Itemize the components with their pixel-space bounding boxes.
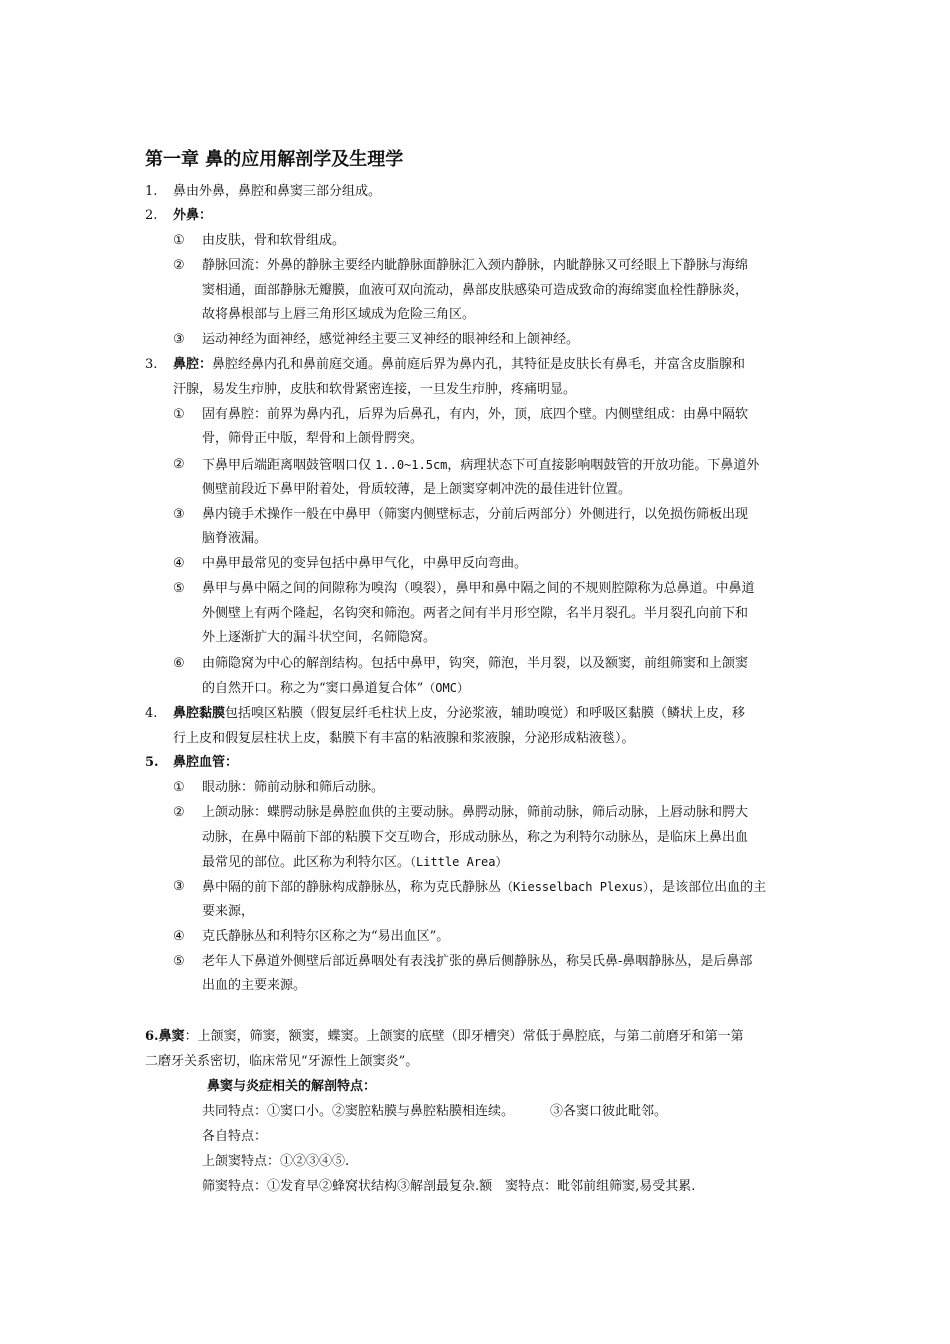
item-text: 运动神经为面神经，感觉神经主要三叉神经的眼神经和上颌神经。 xyxy=(202,332,580,347)
item-text: 故将鼻根部与上唇三角形区域成为危险三角区。 xyxy=(202,307,476,322)
item-text: 静脉回流：外鼻的静脉主要经内眦静脉面静脉汇入颈内静脉，内眦静脉又可经眼上下静脉与海绵 xyxy=(202,258,749,273)
measurement: 1..0~1.5cm xyxy=(375,458,448,472)
item-text: 下鼻甲后端距离咽鼓管咽口仅 1..0~1.5cm，病理状态下可直接影响咽鼓管的开放功能。下鼻道外 xyxy=(202,458,760,473)
item-text: 由皮肤，骨和软骨组成。 xyxy=(202,233,346,248)
item-marker: ① xyxy=(173,780,185,795)
section-number: 5. xyxy=(145,755,159,770)
item-text: 鼻甲与鼻中隔之间的间隙称为嗅沟（嗅裂），鼻甲和鼻中隔之间的不规则腔隙称为总鼻道。中鼻道 xyxy=(202,581,755,596)
item-marker: ② xyxy=(173,457,185,472)
chapter-title: 第一章 鼻的应用解剖学及生理学 xyxy=(145,149,404,170)
item-text: 出血的主要来源。 xyxy=(202,978,307,993)
latin-term: （Kiesselbach Plexus） xyxy=(501,880,650,894)
section-number: 2. xyxy=(145,208,158,223)
feature-line: 各自特点： xyxy=(202,1129,268,1144)
item-text: 鼻内镜手术操作一般在中鼻甲（筛窦内侧壁标志，分前后两部分）外侧进行，以免损伤筛板出现 xyxy=(202,507,749,522)
item-marker: ② xyxy=(173,805,185,820)
item-text: 骨，筛骨正中版，犁骨和上颌骨腭突。 xyxy=(202,431,424,446)
section-heading: 鼻腔血管： xyxy=(173,755,239,770)
section-text: 鼻腔：鼻腔经鼻内孔和鼻前庭交通。鼻前庭后界为鼻内孔，其特征是皮肤长有鼻毛，并富含皮脂腺和 xyxy=(173,357,746,372)
section-number: 4. xyxy=(145,706,158,721)
item-marker: ⑤ xyxy=(173,954,185,969)
item-text: 由筛隐窝为中心的解剖结构。包括中鼻甲，钩突，筛泡，半月裂，以及额窦，前组筛窦和上颌窦 xyxy=(202,656,749,671)
latin-term: （Little Area） xyxy=(410,855,508,869)
item-marker: ① xyxy=(173,407,185,422)
feature-line: 共同特点：①窦口小。②窦腔粘膜与鼻腔粘膜相连续。 ③各窦口彼此毗邻。 xyxy=(202,1104,668,1119)
feature-line: 上颌窦特点：①②③④⑤. xyxy=(202,1154,350,1169)
item-marker: ③ xyxy=(173,879,185,894)
item-text: 老年人下鼻道外侧壁后部近鼻咽处有表浅扩张的鼻后侧静脉丛，称吴氏鼻-鼻咽静脉丛，是后鼻部 xyxy=(202,954,753,969)
section-text: 行上皮和假复层柱状上皮，黏膜下有丰富的粘液腺和浆液腺，分泌形成粘液毯）。 xyxy=(173,731,635,746)
item-text: 克氏静脉丛和利特尔区称之为“易出血区”。 xyxy=(202,929,450,944)
item-text: 中鼻甲最常见的变异包括中鼻甲气化，中鼻甲反向弯曲。 xyxy=(202,556,528,571)
section-text: 6.鼻窦：上颌窦，筛窦，额窦，蝶窦。上颌窦的底壁（即牙槽突）常低于鼻腔底，与第二前磨牙和第一第 xyxy=(145,1029,744,1044)
item-marker: ③ xyxy=(173,332,185,347)
item-text: 窦相通，面部静脉无瓣膜，血液可双向流动，鼻部皮肤感染可造成致命的海绵窦血栓性静脉炎， xyxy=(202,283,749,298)
item-marker: ④ xyxy=(173,556,185,571)
section-number: 1. xyxy=(145,184,158,199)
abbreviation: （OMC） xyxy=(423,681,469,695)
item-text: 要来源， xyxy=(202,904,255,919)
section-heading: 外鼻： xyxy=(173,208,213,223)
section-number: 3. xyxy=(145,357,158,372)
section-text: 二磨牙关系密切，临床常见“牙源性上颌窦炎”。 xyxy=(145,1054,419,1069)
item-text: 最常见的部位。此区称为利特尔区。（Little Area） xyxy=(202,855,508,870)
item-text: 外上逐渐扩大的漏斗状空间，名筛隐窝。 xyxy=(202,630,437,645)
item-marker: ② xyxy=(173,258,185,273)
item-text: 鼻中隔的前下部的静脉构成静脉丛，称为克氏静脉丛（Kiesselbach Plexus），是该部位出血的主 xyxy=(202,880,767,895)
item-text: 眼动脉：筛前动脉和筛后动脉。 xyxy=(202,780,385,795)
sub-heading: 鼻窦与炎症相关的解剖特点： xyxy=(207,1079,377,1094)
item-marker: ⑥ xyxy=(173,656,185,671)
item-marker: ① xyxy=(173,233,185,248)
section-text: 鼻由外鼻，鼻腔和鼻窦三部分组成。 xyxy=(173,184,382,199)
section-heading: 鼻腔： xyxy=(173,357,213,372)
item-text: 上颌动脉：蝶腭动脉是鼻腔血供的主要动脉。鼻腭动脉，筛前动脉，筛后动脉，上唇动脉和腭大 xyxy=(202,805,749,820)
item-text: 固有鼻腔：前界为鼻内孔，后界为后鼻孔，有内，外，顶，底四个壁。内侧壁组成：由鼻中隔软 xyxy=(202,407,749,422)
item-marker: ④ xyxy=(173,929,185,944)
section-heading: 鼻腔黏膜 xyxy=(173,706,226,721)
section-heading: 6.鼻窦 xyxy=(145,1029,185,1044)
item-text: 脑脊液漏。 xyxy=(202,531,268,546)
feature-line: 筛窦特点：①发育早②蜂窝状结构③解剖最复杂.额 窦特点：毗邻前组筛窦,易受其累. xyxy=(202,1179,696,1194)
item-text: 的自然开口。称之为“窦口鼻道复合体”（OMC） xyxy=(202,681,469,696)
section-text: 汗腺，易发生疖肿，皮肤和软骨紧密连接，一旦发生疖肿，疼痛明显。 xyxy=(173,382,577,397)
item-text: 外侧壁上有两个隆起，名钩突和筛泡。两者之间有半月形空隙，名半月裂孔。半月裂孔向前下和 xyxy=(202,606,749,621)
section-text: 鼻腔黏膜包括嗅区粘膜（假复层纤毛柱状上皮，分泌浆液，辅助嗅觉）和呼吸区黏膜（鳞状上皮，移 xyxy=(173,706,746,721)
item-marker: ③ xyxy=(173,507,185,522)
item-text: 侧壁前段近下鼻甲附着处，骨质较薄，是上颌窦穿刺冲洗的最佳进针位置。 xyxy=(202,482,632,497)
item-text: 动脉，在鼻中隔前下部的粘膜下交互吻合，形成动脉丛，称之为利特尔动脉丛，是临床上鼻出血 xyxy=(202,830,749,845)
item-marker: ⑤ xyxy=(173,581,185,596)
